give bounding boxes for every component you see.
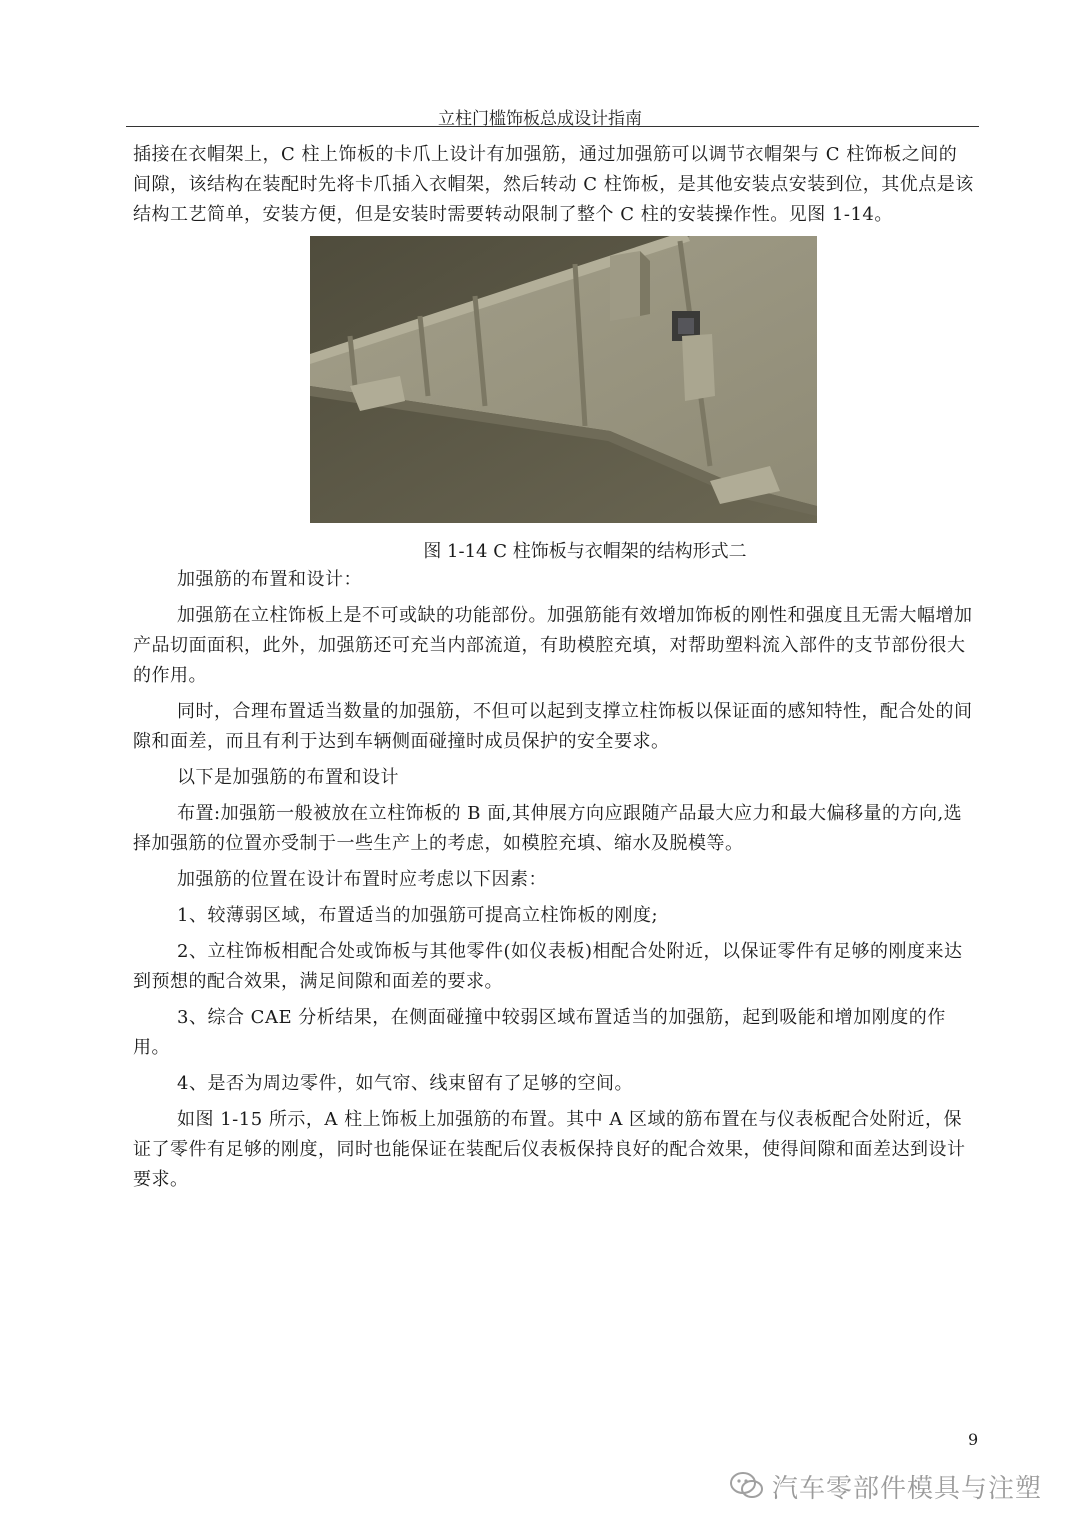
list-item: 1、较薄弱区域，布置适当的加强筋可提高立柱饰板的刚度; [177, 905, 659, 926]
figure-caption: 图 1-14 C 柱饰板与衣帽架的结构形式二 [423, 541, 747, 562]
list-item: 3、综合 CAE 分析结果，在侧面碰撞中较弱区域布置适当的加强筋，起到吸能和增加刚度的作用。 [133, 1007, 946, 1058]
header-title: 立柱门槛饰板总成设计指南 [438, 109, 642, 129]
intro-paragraph: 插接在衣帽架上，C 柱上饰板的卡爪上设计有加强筋，通过加强筋可以调节衣帽架与 C 柱饰板之间的间隙，该结构在装配时先将卡爪插入衣帽架，然后转动 C 柱饰板，是其他安装点安装到位，其优点是该结构工艺简单，安装方便，但是安装时需要转动限制了整个 C 柱的安装操作性。见图 1-14。 [133, 144, 974, 225]
watermark [730, 1466, 1060, 1506]
paragraph: 加强筋的位置在设计布置时应考虑以下因素： [177, 869, 547, 890]
list-item: 4、是否为周边零件，如气帘、线束留有了足够的空间。 [177, 1073, 633, 1094]
section-heading: 加强筋的布置和设计： [177, 569, 362, 590]
wechat-icon [730, 1471, 764, 1501]
figure-photo [310, 236, 817, 523]
watermark-text: 汽车零部件模具与注塑 [772, 1473, 1043, 1504]
paragraph: 以下是加强筋的布置和设计 [177, 767, 399, 788]
paragraph: 如图 1-15 所示，A 柱上饰板上加强筋的布置。其中 A 区域的筋布置在与仪表板配合处附近，保证了零件有足够的刚度，同时也能保证在装配后仪表板保持良好的配合效果，使得间隙和面差达到设计要求。 [133, 1109, 966, 1190]
paragraph: 同时，合理布置适当数量的加强筋，不但可以起到支撑立柱饰板以保证面的感知特性，配合处的间隙和面差，而且有利于达到车辆侧面碰撞时成员保护的安全要求。 [133, 701, 973, 752]
header-divider [126, 126, 979, 127]
paragraph: 布置:加强筋一般被放在立柱饰板的 B 面,其伸展方向应跟随产品最大应力和最大偏移量的方向,选择加强筋的位置亦受制于一些生产上的考虑，如模腔充填、缩水及脱模等。 [133, 803, 963, 854]
paragraph: 加强筋在立柱饰板上是不可或缺的功能部份。加强筋能有效增加饰板的刚性和强度且无需大幅增加产品切面面积，此外，加强筋还可充当内部流道，有助模腔充填，对帮助塑料流入部件的支节部份很大的作用。 [133, 605, 973, 686]
body-content [133, 565, 975, 1195]
page-number: 9 [968, 1430, 979, 1449]
list-item: 2、立柱饰板相配合处或饰板与其他零件(如仪表板)相配合处附近，以保证零件有足够的刚度来达到预想的配合效果，满足间隙和面差的要求。 [133, 941, 963, 992]
